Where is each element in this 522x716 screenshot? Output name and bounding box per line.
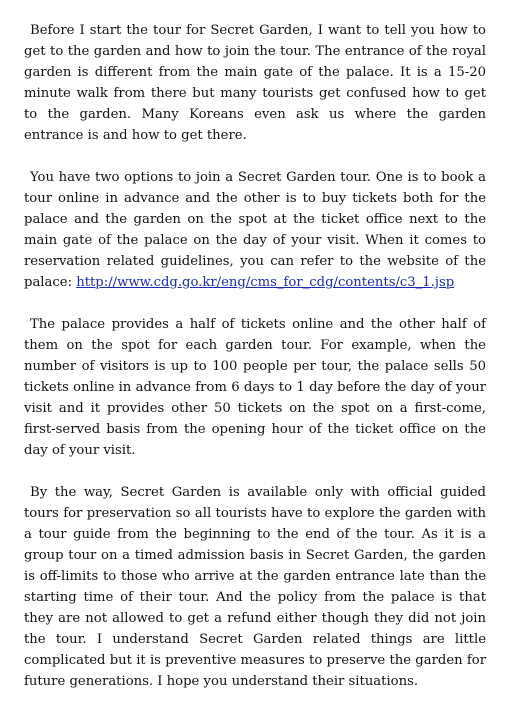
paragraph-text: Before I start the tour for Secret Garden, I want to tell you how to get to the garden and how to join the tour. The entrance of the royal garden is different from the main gate of the palace. It is a 15-20 minute walk from there but many tourists get confused how to get to the garden. Many Koreans even ask us where the garden entrance is and how to get there. xyxy=(24,23,486,143)
palace-website-link[interactable]: http://www.cdg.go.kr/eng/cms_for_cdg/contents/c3_1.jsp xyxy=(76,275,455,290)
paragraph-ticket-split xyxy=(24,314,486,461)
paragraph-text: The palace provides a half of tickets online and the other half of them on the spot for each garden tour. For example, when the number of visitors is up to 100 people per tour, the palace sells 50 tickets online in advance from 6 days to 1 day before the day of your visit and it provides other 50 tickets on the spot on a first-come, first-served basis from the opening hour of the ticket office on the day of your visit. xyxy=(24,317,486,458)
paragraph-text: By the way, Secret Garden is available only with official guided tours for preservation so all tourists have to explore the garden with a tour guide from the beginning to the end of the tour. As it is a group tour on a timed admission basis in Secret Garden, the garden is off-limits to those who arrive at the garden entrance late than the starting time of their tour. And the policy from the palace is that they are not allowed to get a refund either though they did not join the tour. I understand Secret Garden related things are little complicated but it is preventive measures to preserve the garden for future generations. I hope you understand their situations. xyxy=(24,485,486,689)
paragraph-text: You have two options to join a Secret Garden tour. One is to book a tour online in advance and the other is to buy tickets both for the palace and the garden on the spot at the ticket office next to the main gate of the palace on the day of your visit. When it comes to reservation related guidelines, you can refer to the website of the palace: xyxy=(24,170,486,290)
paragraph-tour-options xyxy=(24,167,486,293)
paragraph-guided-tours xyxy=(24,482,486,692)
article-body xyxy=(24,20,486,692)
paragraph-intro xyxy=(24,20,486,146)
